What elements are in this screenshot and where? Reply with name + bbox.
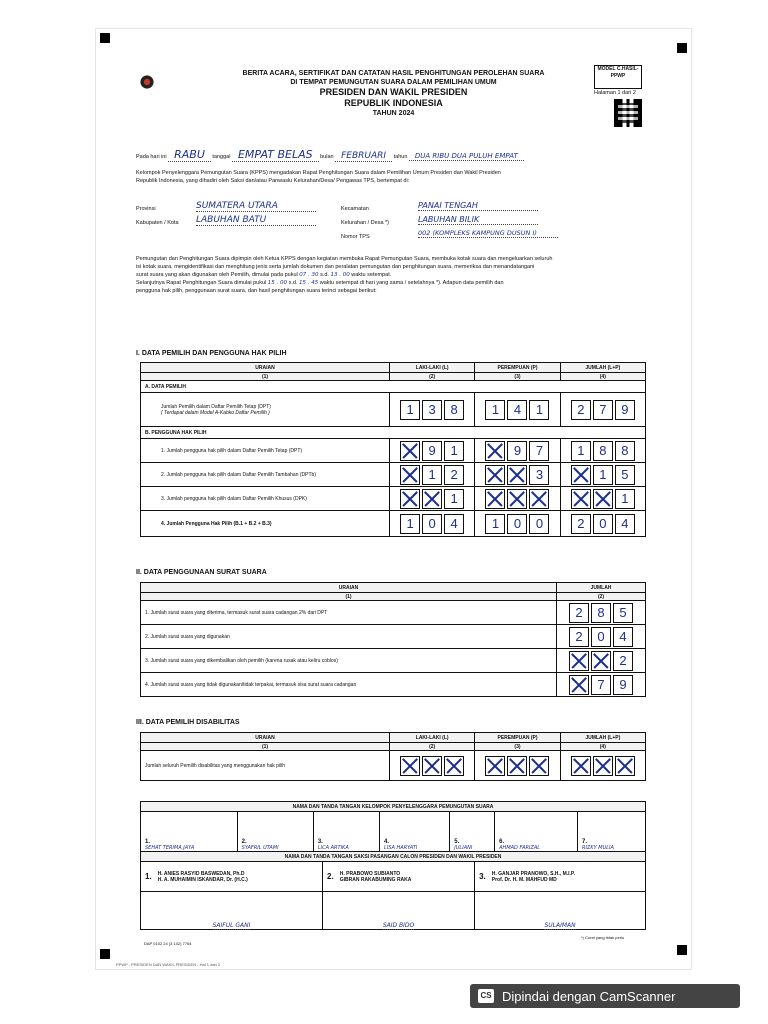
digit-box: 0 — [593, 514, 613, 534]
paslon-line1: H. PRABOWO SUBIANTO — [339, 870, 401, 877]
digit-boxes — [565, 489, 641, 509]
kpps-number: 4. — [384, 839, 390, 845]
document-header: BERITA ACARA, SERTIFIKAT DAN CATATAN HASIL PENGHITUNGAN PEROLEHAN SUARA DI TEMPAT PEMUNGUTAN SUARA DALAM PEMILIHAN UMUM PRESIDEN DAN WAKIL PRESIDEN REPUBLIK INDONESIA TAHUN 2024 — [242, 70, 545, 117]
kpps-number: 1. — [145, 839, 151, 845]
digit-box — [569, 651, 589, 671]
digit-box — [591, 651, 611, 671]
paslon-line2: GIBRAN RAKABUMING RAKA — [339, 876, 412, 883]
intro-para: Kelompok Penyelenggara Pemungutan Suara (KPPS) mengadakan Rapat Penghitungan Suara dalam Pemilihan Umum Presiden dan Wakil Presiden Republik Indonesia, yang dihadiri oleh Saksi dan/atau Panwaslu Kelurahan/Desa/ Pengawas TPS, bertempat di: — [136, 170, 501, 184]
digit-box: 1 — [444, 489, 464, 509]
digit-box: 9 — [615, 400, 635, 420]
digit-box — [569, 675, 589, 695]
digit-boxes — [479, 441, 555, 461]
digit-boxes — [394, 465, 470, 485]
section-2-table: URAIAN JUMLAH (1) (2) 1. Jumlah surat suara yang diterima, termasuk surat suara cadangan 2% dari DPT 2 8 5 2. Jumlah surat suara yang digunakan 2 0 4 3. Jumlah surat suara yang dikembalikan oleh pemilih (karena rusak atau keliru coblos) 2 4. Jumlah surat suara yang tidak digunakan/tidak terpakai, termasuk sisa surat suara cadangan 7 9 — [140, 582, 646, 697]
digit-boxes — [561, 603, 641, 623]
digit-box: 2 — [569, 627, 589, 647]
saksi-signature-cell — [141, 892, 323, 930]
model-badge: MODEL C.HASIL-PPWP — [594, 65, 642, 89]
digit-box: 5 — [615, 465, 635, 485]
tanggal-value: EMPAT BELAS — [232, 148, 319, 162]
digit-box — [571, 756, 591, 776]
tps-value: 002 (KOMPLEKS KAMPUNG DUSUN I) — [418, 229, 558, 238]
section-1-title: I. DATA PEMILIH DAN PENGGUNA HAK PILIH — [136, 350, 287, 357]
scanner-watermark — [470, 984, 740, 1008]
digit-box — [507, 489, 527, 509]
digit-box — [400, 756, 420, 776]
digit-box: 9 — [613, 675, 633, 695]
digit-box: 4 — [615, 514, 635, 534]
digit-box: 2 — [444, 465, 464, 485]
paslon-number: 1. — [145, 872, 152, 881]
digit-box — [444, 756, 464, 776]
digit-box: 4 — [507, 400, 527, 420]
digit-box — [571, 465, 591, 485]
digit-boxes — [479, 489, 555, 509]
kpps-name: JULIANI — [454, 845, 473, 851]
kpps-name: LISA HARYATI — [384, 845, 418, 851]
kecamatan-value: PANAI TENGAH — [418, 201, 538, 211]
paslon-line1: H. ANIES RASYID BASWEDAN, Ph.D — [157, 870, 245, 877]
digit-box: 0 — [507, 514, 527, 534]
digit-box — [529, 756, 549, 776]
digit-box — [400, 489, 420, 509]
page-indicator: Halaman 1 dari 2 — [594, 90, 636, 96]
digit-box: 1 — [529, 400, 549, 420]
kpps-number: 6. — [499, 839, 505, 845]
digit-box: 1 — [485, 400, 505, 420]
kpps-name: SEHAT TERIMA JAYA — [145, 845, 195, 851]
kpps-name: RIZKY MULIA — [581, 845, 614, 851]
digit-boxes — [394, 400, 470, 420]
digit-box: 0 — [422, 514, 442, 534]
kabupaten-value: LABUHAN BATU — [196, 215, 316, 226]
kpps-signature-cell — [313, 812, 379, 852]
digit-box: 1 — [571, 441, 591, 461]
corner-marker — [677, 945, 687, 955]
digit-box: 5 — [613, 603, 633, 623]
kpps-name: SYAFRIL UTAMI — [241, 845, 279, 851]
digit-box: 8 — [593, 441, 613, 461]
digit-box: 8 — [444, 400, 464, 420]
digit-box: 1 — [400, 400, 420, 420]
kpps-signature-cell — [141, 812, 238, 852]
kpps-signature-cell — [495, 812, 578, 852]
digit-boxes — [565, 441, 641, 461]
kpps-name: AHMAD FARIZAL — [499, 845, 541, 851]
saksi-signature-cell — [323, 892, 475, 930]
digit-box: 2 — [571, 400, 591, 420]
paslon-cell — [323, 862, 475, 892]
kabupaten-row: Kabupaten / Kota — [136, 220, 179, 226]
digit-boxes — [479, 465, 555, 485]
digit-box — [571, 489, 591, 509]
saksi-table — [140, 861, 646, 930]
kpps-number: 5. — [454, 839, 460, 845]
digit-box — [529, 489, 549, 509]
paslon-line1: H. GANJAR PRANOWO, S.H., M.I.P. — [491, 870, 575, 877]
bulan-value: FEBRUARI — [335, 151, 392, 162]
paslon-cell — [141, 862, 323, 892]
digit-box — [485, 489, 505, 509]
section-3-table: URAIAN LAKI-LAKI (L) PEREMPUAN (P) JUMLAH (L+P) (1) (2) (3) (4) Jumlah seluruh Pemilih disabilitas yang menggunakan hak pilih — [140, 732, 646, 781]
kpps-number: 7. — [581, 839, 587, 845]
intro-line: Pada hari ini RABU tanggal EMPAT BELAS bulan FEBRUARI tahun DUA RIBU DUA PULUH EMPAT — [136, 151, 656, 161]
digit-box — [485, 441, 505, 461]
paslon-line2: H. A. MUHAIMIN ISKANDAR, Dr. (H.C.) — [157, 876, 248, 883]
digit-box: 1 — [485, 514, 505, 534]
narrative: Pemungutan dan Penghitungan Suara dipimpin oleh Ketua KPPS dengan kegiatan membuka Rapat Pemungutan Suara, membuka kotak suara dan mengeluarkan seluruh isi kotak suara, mengidentifikasi dan menghitung jenis serta jumlah dokumen dan peralatan pemungutan dan penghitungan suara, memeriksa dan menandatangani surat suara yang akan digunakan oleh Pemilih, dimulai pada pukul 07 . 30 s.d. 13 . 00 waktu setempat. Selanjutnya Rapat Penghitungan Suara dimulai pukul 15 . 00 s.d. 15 . 45 waktu setempat di hari yang sama / setelahnya *). Adapun data pemilih dan pengguna hak pilih, penggunaan surat suara, dan hasil penghitungan suara terinci sebagai berikut: — [136, 256, 553, 294]
digit-box — [593, 489, 613, 509]
digit-box: 2 — [569, 603, 589, 623]
digit-boxes — [394, 514, 470, 534]
digit-box: 1 — [400, 514, 420, 534]
digit-box — [422, 756, 442, 776]
digit-boxes — [394, 756, 470, 776]
kpps-signature-cell — [380, 812, 450, 852]
digit-box: 3 — [529, 465, 549, 485]
kpps-signature-cell — [450, 812, 495, 852]
digit-box: 8 — [615, 441, 635, 461]
digit-box: 4 — [613, 627, 633, 647]
digit-boxes — [561, 651, 641, 671]
kpps-number: 2. — [241, 839, 247, 845]
scanner-label: Dipindai dengan CamScanner — [502, 988, 676, 1004]
saksi-signature-cell — [475, 892, 646, 930]
corner-marker — [100, 33, 110, 43]
digit-box: 9 — [422, 441, 442, 461]
document-sheet — [95, 28, 692, 970]
digit-box: 4 — [444, 514, 464, 534]
digit-box — [422, 489, 442, 509]
signature-table: NAMA DAN TANDA TANGAN KELOMPOK PENYELENGGARA PEMUNGUTAN SUARA 1. SEHAT TERIMA JAYA 2. SYAFRIL UTAMI 3. LICA ARTIKA 4. LISA HARYATI 5. JULIANI 6. AHMAD FARIZAL 7. RIZKY MULIA NAMA DAN TANDA TANGAN SAKSI PASANGAN CALON PRESIDEN DAN WAKIL PRESIDEN — [140, 801, 646, 862]
saksi-name: SULAIMAN — [544, 922, 576, 929]
saksi-name: SAIFUL GANI — [212, 922, 251, 929]
digit-box — [615, 756, 635, 776]
paslon-line2: Prof. Dr. H. M. MAHFUD MD — [491, 876, 557, 883]
digit-box: 1 — [615, 489, 635, 509]
corner-marker — [100, 949, 110, 959]
digit-box: 2 — [571, 514, 591, 534]
tps-row: Nomor TPS — [341, 234, 370, 240]
digit-boxes — [565, 514, 641, 534]
kelurahan-value: LABUHAN BILIK — [418, 215, 538, 225]
paslon-cell — [475, 862, 646, 892]
paslon-number: 3. — [479, 872, 486, 881]
digit-box: 0 — [591, 627, 611, 647]
digit-box: 1 — [444, 441, 464, 461]
digit-box: 3 — [422, 400, 442, 420]
qr-code-icon — [614, 99, 642, 127]
digit-box: 0 — [529, 514, 549, 534]
kpps-signature-cell — [237, 812, 313, 852]
digit-boxes — [565, 400, 641, 420]
section-1-table: URAIAN LAKI-LAKI (L) PEREMPUAN (P) JUMLAH (L+P) (1) (2) (3) (4) A. DATA PEMILIH Jumlah Pemilih dalam Daftar Pemilih Tetap (DPT) ( Terdapat dalam Model A-Kabko Daftar Pemilih ) 1 3 8 1 4 1 2 7 9 B. PENGGUNA HAK PILIH 1. Jumlah pengguna hak pilih dalam Daftar Pemilih Tetap (DPT) 9 1 9 7 1 8 8 2. Jumlah pengguna hak pilih dalam Daftar Pemilih Tambahan (DPTb) 1 2 3 1 5 3. Jumlah pengguna hak pilih dalam Daftar Pemilih Khusus (DPK) 1 1 4. Jumlah Pengguna Hak Pilih (B.1 + B.2 + B.3) 1 0 4 1 0 0 2 0 4 — [140, 362, 646, 537]
corner-marker — [677, 43, 687, 53]
digit-box — [400, 465, 420, 485]
tahun-value: DUA RIBU DUA PULUH EMPAT — [409, 152, 524, 161]
provinsi-value: SUMATERA UTARA — [196, 201, 316, 212]
digit-box: 8 — [591, 603, 611, 623]
digit-boxes — [561, 627, 641, 647]
hari-value: RABU — [168, 148, 211, 162]
saksi-name: SAID BIDO — [382, 922, 415, 929]
kpps-number: 3. — [317, 839, 323, 845]
digit-box: 7 — [529, 441, 549, 461]
section-2-title: II. DATA PENGGUNAAN SURAT SUARA — [136, 569, 267, 576]
paslon-number: 2. — [327, 872, 334, 881]
bottom-text: PPWP - PRESIDEN DAN WAKIL PRESIDEN - Hal 1 dari 2 — [116, 962, 221, 967]
footnote: *) Coret yang tidak perlu — [581, 935, 625, 940]
digit-boxes — [479, 400, 555, 420]
digit-box: 1 — [422, 465, 442, 485]
provinsi-row: Provinsi — [136, 206, 156, 212]
digit-boxes — [394, 441, 470, 461]
digit-boxes — [565, 465, 641, 485]
document-code: DAP 0102 24 (3 102) 7764 — [144, 941, 192, 946]
digit-boxes — [561, 675, 641, 695]
digit-boxes — [479, 756, 555, 776]
digit-box — [507, 465, 527, 485]
camscanner-icon: CS — [478, 989, 494, 1003]
digit-box: 9 — [507, 441, 527, 461]
kpps-name: LICA ARTIKA — [317, 845, 349, 851]
kpps-signature-cell — [577, 812, 645, 852]
kecamatan-row: Kecamatan — [341, 206, 369, 212]
digit-box — [507, 756, 527, 776]
digit-box — [485, 756, 505, 776]
digit-boxes — [479, 514, 555, 534]
digit-boxes — [394, 489, 470, 509]
kelurahan-row: Kelurahan / Desa *) — [341, 220, 389, 226]
digit-boxes — [565, 756, 641, 776]
digit-box: 1 — [593, 465, 613, 485]
digit-box — [400, 441, 420, 461]
digit-box: 7 — [591, 675, 611, 695]
digit-box — [485, 465, 505, 485]
digit-box: 2 — [613, 651, 633, 671]
digit-box: 7 — [593, 400, 613, 420]
section-3-title: III. DATA PEMILIH DISABILITAS — [136, 719, 240, 726]
digit-box — [593, 756, 613, 776]
